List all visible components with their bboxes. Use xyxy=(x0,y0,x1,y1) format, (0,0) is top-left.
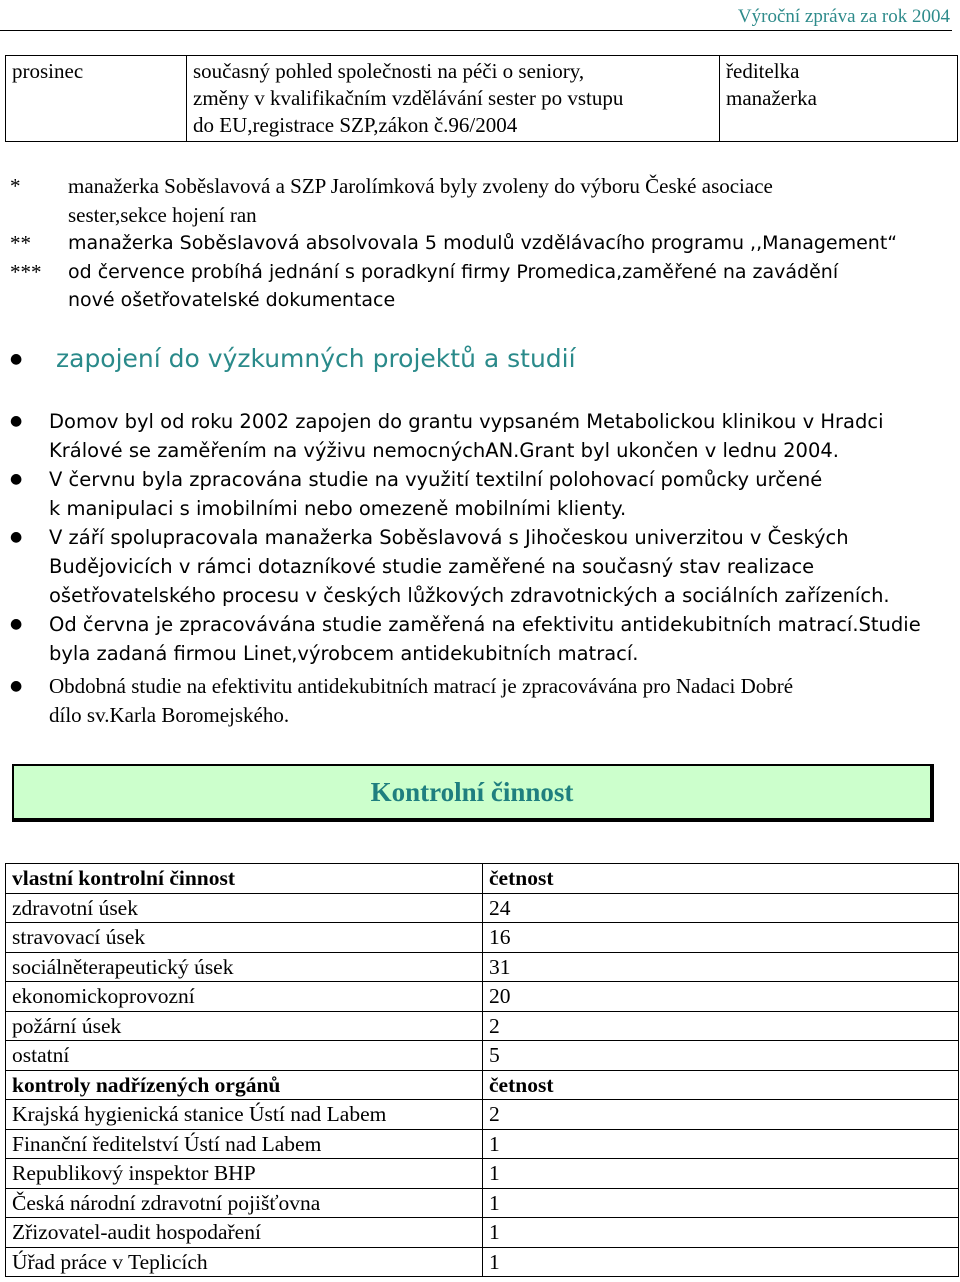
bullet-icon: ● xyxy=(10,413,23,429)
topic-line: změny v kvalifikačním vzdělávání sester po vstupu xyxy=(193,86,624,110)
table-row xyxy=(6,1247,959,1277)
list-line: Budějovicích v rámci dotazníkové studie zaměřené na současný stav realizace xyxy=(49,555,815,578)
table-row xyxy=(6,952,959,982)
note-item xyxy=(10,229,950,258)
table-cell-value: 1 xyxy=(483,1129,959,1159)
list-line: dílo sv.Karla Boromejského. xyxy=(49,703,290,727)
note-mark: ** xyxy=(10,231,31,256)
note-mark: *** xyxy=(10,259,42,284)
control-table xyxy=(5,863,959,1277)
list-item-text xyxy=(49,672,950,730)
note-line: nové ošetřovatelské dokumentace xyxy=(68,289,396,312)
table-cell-value: četnost xyxy=(483,1070,959,1100)
list-item-text xyxy=(49,407,950,465)
note-text xyxy=(68,229,950,258)
list-line: V září spolupracovala manažerka Soběslavová s Jihočeskou univerzitou v Českých xyxy=(49,526,849,549)
report-title: Výroční zpráva za rok 2004 xyxy=(737,6,950,27)
table-cell-value: 1 xyxy=(483,1159,959,1189)
table-row xyxy=(6,1159,959,1189)
section-heading-text: zapojení do výzkumných projektů a studií xyxy=(56,344,576,373)
table-row xyxy=(6,923,959,953)
note-item xyxy=(10,258,950,315)
bullet-icon: ● xyxy=(10,678,23,694)
note-mark: * xyxy=(10,174,21,198)
table-cell-value: 20 xyxy=(483,982,959,1012)
list-line: Králové se zaměřením na výživu nemocnýchAN.Grant byl ukončen v lednu 2004. xyxy=(49,439,839,462)
schedule-responsible xyxy=(720,56,958,142)
bullet-icon: ● xyxy=(10,529,23,545)
list-item xyxy=(10,523,950,610)
responsible-line: ředitelka xyxy=(726,59,800,83)
section-banner xyxy=(12,764,934,822)
list-line: k manipulaci s imobilními nebo omezeně mobilními klienty. xyxy=(49,497,627,520)
list-item xyxy=(10,407,950,465)
table-cell-label: sociálněterapeutický úsek xyxy=(6,952,483,982)
table-row xyxy=(6,982,959,1012)
table-cell-label: Republikový inspektor BHP xyxy=(6,1159,483,1189)
list-item-text xyxy=(49,465,950,523)
section-banner-title: Kontrolní činnost xyxy=(370,776,574,807)
table-row xyxy=(6,1188,959,1218)
topic-line: do EU,registrace SZP,zákon č.96/2004 xyxy=(193,113,518,137)
note-item xyxy=(10,172,950,229)
notes-block xyxy=(10,172,950,315)
note-text xyxy=(68,172,950,229)
table-header-row xyxy=(6,1070,959,1100)
list-item xyxy=(10,465,950,523)
bullet-icon: ● xyxy=(10,350,23,367)
table-cell-label: ekonomickoprovozní xyxy=(6,982,483,1012)
topic-line: současný pohled společnosti na péči o seniory, xyxy=(193,59,585,83)
table-cell-value: 31 xyxy=(483,952,959,982)
list-line: Domov byl od roku 2002 zapojen do grantu vypsaném Metabolickou klinikou v Hradci xyxy=(49,410,884,433)
table-header-row xyxy=(6,864,959,894)
table-cell-label: požární úsek xyxy=(6,1011,483,1041)
table-cell-value: 2 xyxy=(483,1100,959,1130)
page-header xyxy=(0,4,952,31)
table-cell-label: stravovací úsek xyxy=(6,923,483,953)
table-cell-label: ostatní xyxy=(6,1041,483,1071)
list-line: ošetřovatelského procesu v českých lůžkových zdravotnických a sociálních zařízeních. xyxy=(49,584,890,607)
table-cell-label: Úřad práce v Teplicích xyxy=(6,1247,483,1277)
note-line: manažerka Soběslavová a SZP Jarolímková byly zvoleny do výboru České asociace xyxy=(68,174,773,198)
schedule-month: prosinec xyxy=(6,56,187,142)
table-cell-value: četnost xyxy=(483,864,959,894)
projects-list xyxy=(10,407,950,730)
table-cell-label: Krajská hygienická stanice Ústí nad Labem xyxy=(6,1100,483,1130)
list-line: Obdobná studie na efektivitu antidekubitních matrací je zpracovávána pro Nadaci Dobré xyxy=(49,674,794,698)
table-row xyxy=(6,1218,959,1248)
table-cell-label: vlastní kontrolní činnost xyxy=(6,864,483,894)
schedule-table xyxy=(5,55,958,142)
list-line: byla zadaná firmou Linet,výrobcem antidekubitních matrací. xyxy=(49,642,639,665)
table-row xyxy=(6,1129,959,1159)
table-cell-label: Zřizovatel-audit hospodaření xyxy=(6,1218,483,1248)
table-row xyxy=(6,1100,959,1130)
note-line: manažerka Soběslavová absolvovala 5 modulů vzdělávacího programu ,,Management“ xyxy=(68,232,898,255)
list-item-text xyxy=(49,610,950,668)
table-row xyxy=(6,1011,959,1041)
list-item-text xyxy=(49,523,950,610)
bullet-icon: ● xyxy=(10,471,23,487)
table-cell-value: 1 xyxy=(483,1247,959,1277)
list-line: Od června je zpracovávána studie zaměřená na efektivitu antidekubitních matrací.Studie xyxy=(49,613,921,636)
table-cell-label: zdravotní úsek xyxy=(6,893,483,923)
table-cell-value: 2 xyxy=(483,1011,959,1041)
note-line: sester,sekce hojení ran xyxy=(68,202,257,227)
table-cell-label: kontroly nadřízených orgánů xyxy=(6,1070,483,1100)
note-text xyxy=(68,258,950,315)
bullet-icon: ● xyxy=(10,616,23,632)
table-row xyxy=(6,1041,959,1071)
control-table-body xyxy=(6,864,959,1277)
table-cell-value: 24 xyxy=(483,893,959,923)
table-row xyxy=(6,893,959,923)
table-cell-value: 16 xyxy=(483,923,959,953)
table-cell-value: 1 xyxy=(483,1218,959,1248)
list-item xyxy=(10,610,950,668)
section-heading xyxy=(10,344,576,373)
schedule-topic xyxy=(187,56,720,142)
table-cell-label: Finanční ředitelství Ústí nad Labem xyxy=(6,1129,483,1159)
schedule-row xyxy=(6,56,958,142)
list-item xyxy=(10,672,950,730)
list-line: V červnu byla zpracována studie na využití textilní polohovací pomůcky určené xyxy=(49,468,823,491)
responsible-line: manažerka xyxy=(726,86,817,110)
table-cell-value: 5 xyxy=(483,1041,959,1071)
note-line: od července probíhá jednání s poradkyní firmy Promedica,zaměřené na zavádění xyxy=(68,260,839,283)
table-cell-label: Česká národní zdravotní pojišťovna xyxy=(6,1188,483,1218)
table-cell-value: 1 xyxy=(483,1188,959,1218)
